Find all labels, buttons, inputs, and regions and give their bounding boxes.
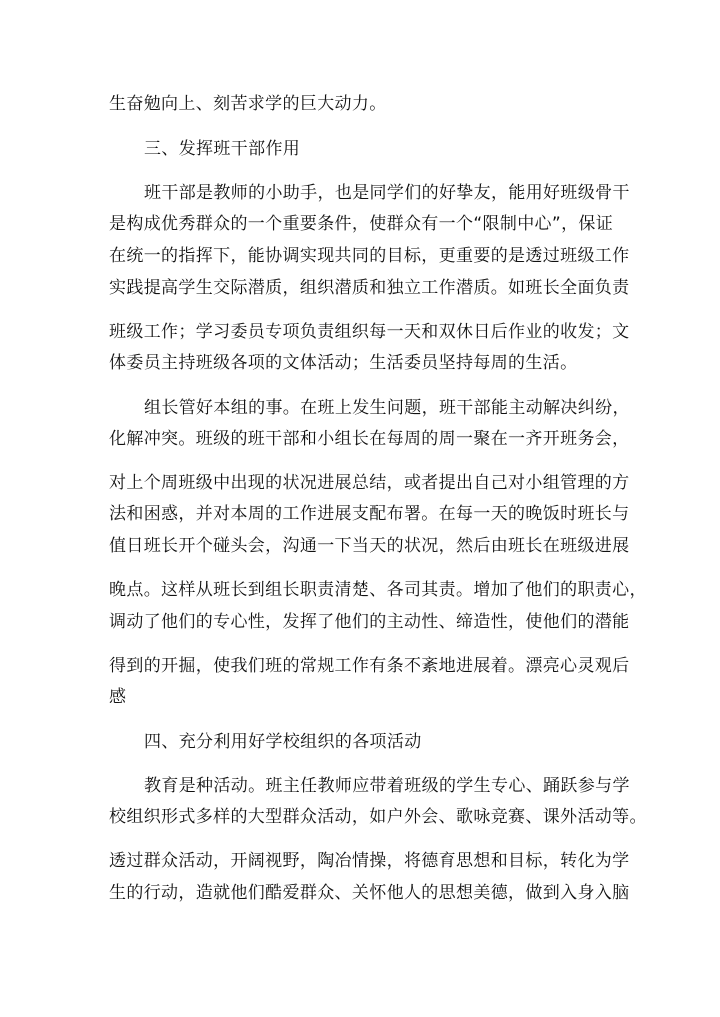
text-line: 组长管好本组的事。在班上发生问题，班干部能主动解决纠纷， <box>144 398 630 418</box>
text-line: 班干部是教师的小助手，也是同学们的好挚友，能用好班级骨干 <box>144 183 630 203</box>
text-line: 对上个周班级中出现的状况进展总结，或者提出自己对小组管理的方 <box>109 473 630 493</box>
section-heading: 四、充分利用好学校组织的各项活动 <box>144 732 422 752</box>
text-line: 生的行动，造就他们酷爱群众、关怀他人的思想美德，做到入身入脑 <box>109 883 630 903</box>
text-line: 体委员主持班级各项的文体活动；生活委员坚持每周的生活。 <box>109 353 578 373</box>
text-line: 值日班长开个碰头会，沟通一下当天的状况，然后由班长在班级进展 <box>109 536 630 556</box>
text-line: 得到的开掘，使我们班的常规工作有条不紊地进展着。漂亮心灵观后 <box>109 656 630 676</box>
text-line: 生奋勉向上、刻苦求学的巨大动力。 <box>109 94 387 114</box>
text-line: 感 <box>109 687 127 707</box>
text-line: 晚点。这样从班长到组长职责清楚、各司其责。增加了他们的职责心， <box>109 580 647 600</box>
text-line: 法和困惑，并对本周的工作进展支配布署。在每一天的晚饭时班长与 <box>109 504 630 524</box>
text-line: 透过群众活动，开阔视野，陶冶情操，将德育思想和目标，转化为学 <box>109 851 630 871</box>
text-line: 是构成优秀群众的一个重要条件，使群众有一个“限制中心”，保证 <box>109 214 614 234</box>
text-line: 教育是种活动。班主任教师应带着班级的学生专心、踊跃参与学 <box>144 776 630 796</box>
text-line: 班级工作；学习委员专项负责组织每一天和双休日后作业的收发；文 <box>109 322 630 342</box>
text-line: 调动了他们的专心性，发挥了他们的主动性、缔造性，使他们的潜能 <box>109 612 630 632</box>
text-line: 校组织形式多样的大型群众活动，如户外会、歌咏竞赛、课外活动等。 <box>109 807 647 827</box>
text-line: 在统一的指挥下，能协调实现共同的目标，更重要的是透过班级工作 <box>109 246 630 266</box>
text-line: 实践提高学生交际潜质，组织潜质和独立工作潜质。如班长全面负责 <box>109 278 630 298</box>
section-heading: 三、发挥班干部作用 <box>144 139 301 159</box>
text-line: 化解冲突。班级的班干部和小组长在每周的周一聚在一齐开班务会， <box>109 429 630 449</box>
